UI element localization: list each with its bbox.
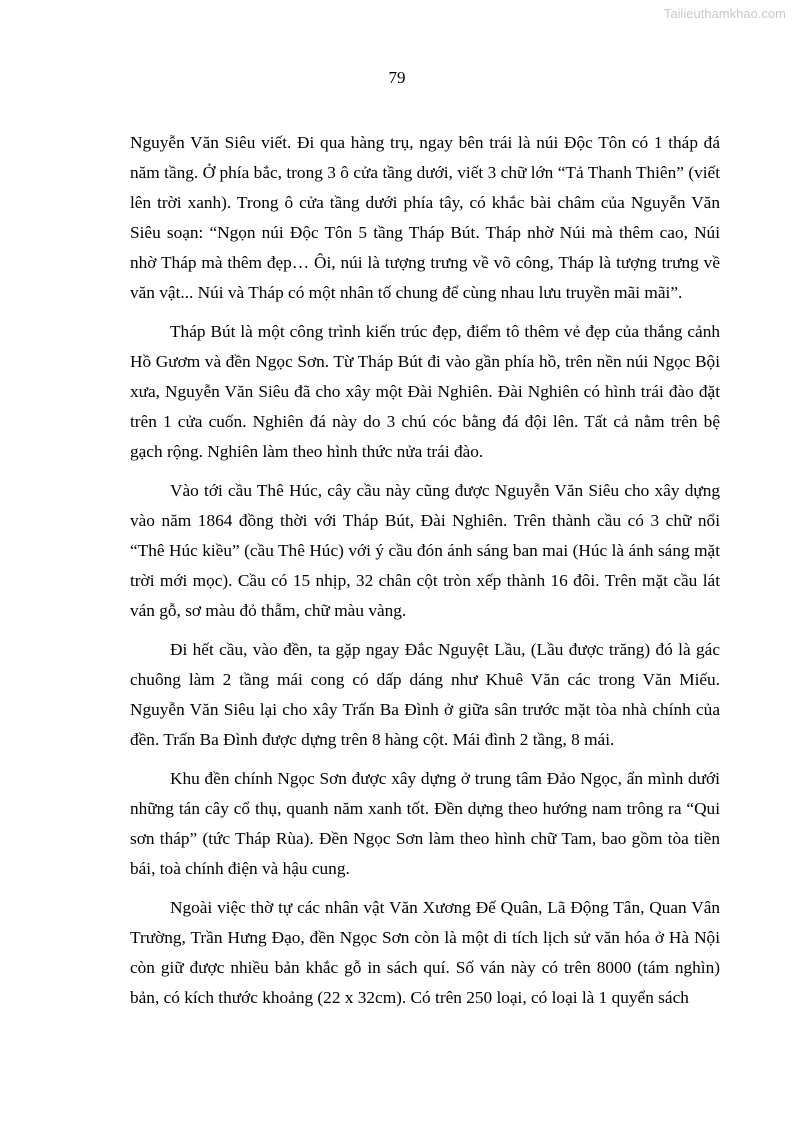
paragraph-3: Vào tới cầu Thê Húc, cây cầu này cũng được Nguyễn Văn Siêu cho xây dựng vào năm 1864 đồng thời với Tháp Bút, Đài Nghiên. Trên thành cầu có 3 chữ nổi “Thê Húc kiều” (cầu Thê Húc) với ý cầu đón ánh sáng ban mai (Húc là ánh sáng mặt trời mới mọc). Cầu có 15 nhịp, 32 chân cột tròn xếp thành 16 đôi. Trên mặt cầu lát ván gỗ, sơ màu đỏ thẫm, chữ màu vàng.	[130, 481, 720, 620]
paragraph-1: Nguyễn Văn Siêu viết. Đi qua hàng trụ, ngay bên trái là núi Độc Tôn có 1 tháp đá năm tầng. Ở phía bắc, trong 3 ô cửa tầng dưới, viết 3 chữ lớn “Tả Thanh Thiên” (viết lên trời xanh). Trong ô cửa tầng dưới phía tây, có khắc bài châm của Nguyễn Văn Siêu soạn: “Ngọn núi Độc Tôn 5 tầng Tháp Bút. Tháp nhờ Núi mà thêm cao, Núi nhờ Tháp mà thêm đẹp… Ôi, núi là tượng trưng về võ công, Tháp là tượng trưng về văn vật... Núi và Tháp có một nhân tố chung để cùng nhau lưu truyền mãi mãi”.	[130, 133, 720, 302]
watermark: Tailieuthamkhao.com	[663, 6, 786, 21]
paragraph-2: Tháp Bút là một công trình kiến trúc đẹp, điểm tô thêm vẻ đẹp của thắng cảnh Hồ Gươm và đền Ngọc Sơn. Từ Tháp Bút đi vào gần phía hồ, trên nền núi Ngọc Bội xưa, Nguyễn Văn Siêu đã cho xây một Đài Nghiên. Đài Nghiên có hình trái đào đặt trên 1 cửa cuốn. Nghiên đá này do 3 chú cóc bằng đá đội lên. Tất cả nằm trên bệ gạch rộng. Nghiên làm theo hình thức nửa trái đào.	[130, 322, 720, 461]
paragraph-4: Đi hết cầu, vào đền, ta gặp ngay Đắc Nguyệt Lầu, (Lầu được trăng) đó là gác chuông làm 2 tầng mái cong có dấp dáng như Khuê Văn các trong Văn Miếu. Nguyễn Văn Siêu lại cho xây Trấn Ba Đình ở giữa sân trước mặt tòa nhà chính của đền. Trấn Ba Đình được dựng trên 8 hàng cột. Mái đình 2 tầng, 8 mái.	[130, 640, 720, 749]
body-text	[130, 128, 720, 1022]
page-number: 79	[388, 68, 406, 87]
paragraph-6: Ngoài việc thờ tự các nhân vật Văn Xương Đế Quân, Lã Động Tân, Quan Vân Trường, Trần Hưng Đạo, đền Ngọc Sơn còn là một di tích lịch sử văn hóa ở Hà Nội còn giữ được nhiều bản khắc gỗ in sách quí. Số ván này có trên 8000 (tám nghìn) bản, có kích thước khoảng (22 x 32cm). Có trên 250 loại, có loại là 1 quyển sách	[130, 898, 720, 1007]
paragraph-5: Khu đền chính Ngọc Sơn được xây dựng ở trung tâm Đảo Ngọc, ẩn mình dưới những tán cây cổ thụ, quanh năm xanh tốt. Đền dựng theo hướng nam trông ra “Qui sơn tháp” (tức Tháp Rùa). Đền Ngọc Sơn làm theo hình chữ Tam, bao gồm tòa tiền bái, toà chính điện và hậu cung.	[130, 769, 720, 878]
